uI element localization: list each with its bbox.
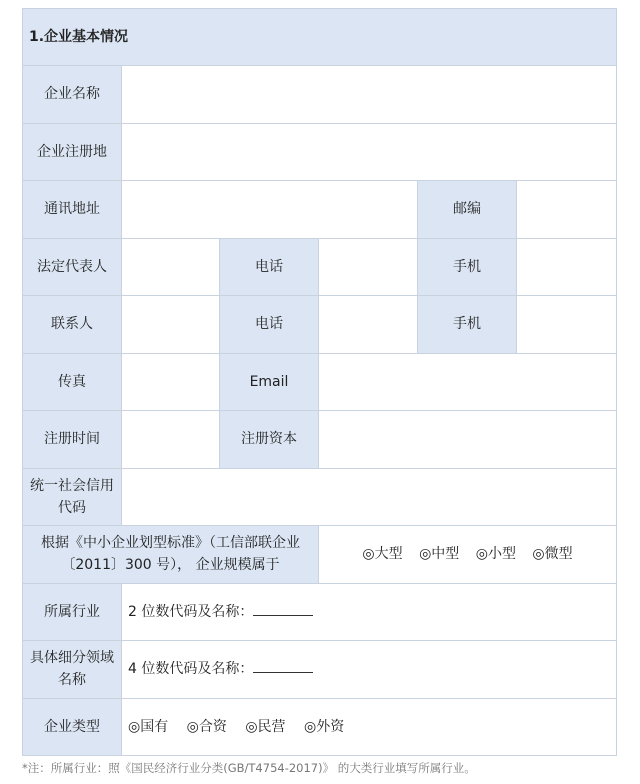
credit-code-label: 统一社会信用代码	[23, 468, 122, 526]
contact-phone-label: 电话	[220, 296, 319, 354]
credit-code-field[interactable]	[122, 468, 617, 526]
postcode-field[interactable]	[517, 181, 617, 239]
subfield-label: 具体细分领域名称	[23, 641, 122, 699]
subfield-blank[interactable]	[253, 658, 313, 673]
scale-options	[319, 526, 617, 584]
company-type-options	[122, 698, 617, 756]
contact-field[interactable]	[122, 296, 220, 354]
section-title: 1.企业基本情况	[23, 9, 617, 66]
reg-time-label: 注册时间	[23, 411, 122, 469]
reg-place-label: 企业注册地	[23, 123, 122, 181]
reg-time-field[interactable]	[122, 411, 220, 469]
industry-blank[interactable]	[253, 601, 313, 616]
subfield-field[interactable]	[122, 641, 617, 699]
industry-label: 所属行业	[23, 583, 122, 641]
legal-rep-phone-label: 电话	[220, 238, 319, 296]
type-option-private[interactable]: ◎民营	[245, 718, 286, 735]
scale-option-medium[interactable]: ◎中型	[419, 546, 460, 563]
scale-option-small[interactable]: ◎小型	[475, 546, 516, 563]
company-name-field[interactable]	[122, 66, 617, 124]
subfield-prompt: 4 位数代码及名称：	[128, 661, 254, 678]
legal-rep-mobile-field[interactable]	[517, 238, 617, 296]
postcode-label: 邮编	[418, 181, 517, 239]
legal-rep-mobile-label: 手机	[418, 238, 517, 296]
address-label: 通讯地址	[23, 181, 122, 239]
reg-capital-field[interactable]	[319, 411, 617, 469]
email-label: Email	[220, 353, 319, 411]
footnote: *注：所属行业：照《国民经济行业分类(GB/T4754-2017)》 的大类行业填写所属行业。	[22, 761, 476, 775]
type-option-state[interactable]: ◎国有	[128, 718, 169, 735]
contact-phone-field[interactable]	[319, 296, 418, 354]
company-info-form	[22, 8, 617, 756]
fax-label: 传真	[23, 353, 122, 411]
contact-mobile-label: 手机	[418, 296, 517, 354]
contact-label: 联系人	[23, 296, 122, 354]
scale-question-label: 根据《中小企业划型标准》（工信部联企业〔2011〕300 号）， 企业规模属于	[23, 526, 319, 584]
legal-rep-phone-field[interactable]	[319, 238, 418, 296]
scale-option-micro[interactable]: ◎微型	[532, 546, 573, 563]
industry-prompt: 2 位数代码及名称：	[128, 603, 254, 620]
fax-field[interactable]	[122, 353, 220, 411]
type-option-jv[interactable]: ◎合资	[186, 718, 227, 735]
reg-capital-label: 注册资本	[220, 411, 319, 469]
reg-place-field[interactable]	[122, 123, 617, 181]
company-type-label: 企业类型	[23, 698, 122, 756]
scale-option-large[interactable]: ◎大型	[362, 546, 403, 563]
address-field[interactable]	[122, 181, 418, 239]
legal-rep-label: 法定代表人	[23, 238, 122, 296]
industry-field[interactable]	[122, 583, 617, 641]
legal-rep-field[interactable]	[122, 238, 220, 296]
company-name-label: 企业名称	[23, 66, 122, 124]
type-option-foreign[interactable]: ◎外资	[304, 718, 345, 735]
email-field[interactable]	[319, 353, 617, 411]
contact-mobile-field[interactable]	[517, 296, 617, 354]
